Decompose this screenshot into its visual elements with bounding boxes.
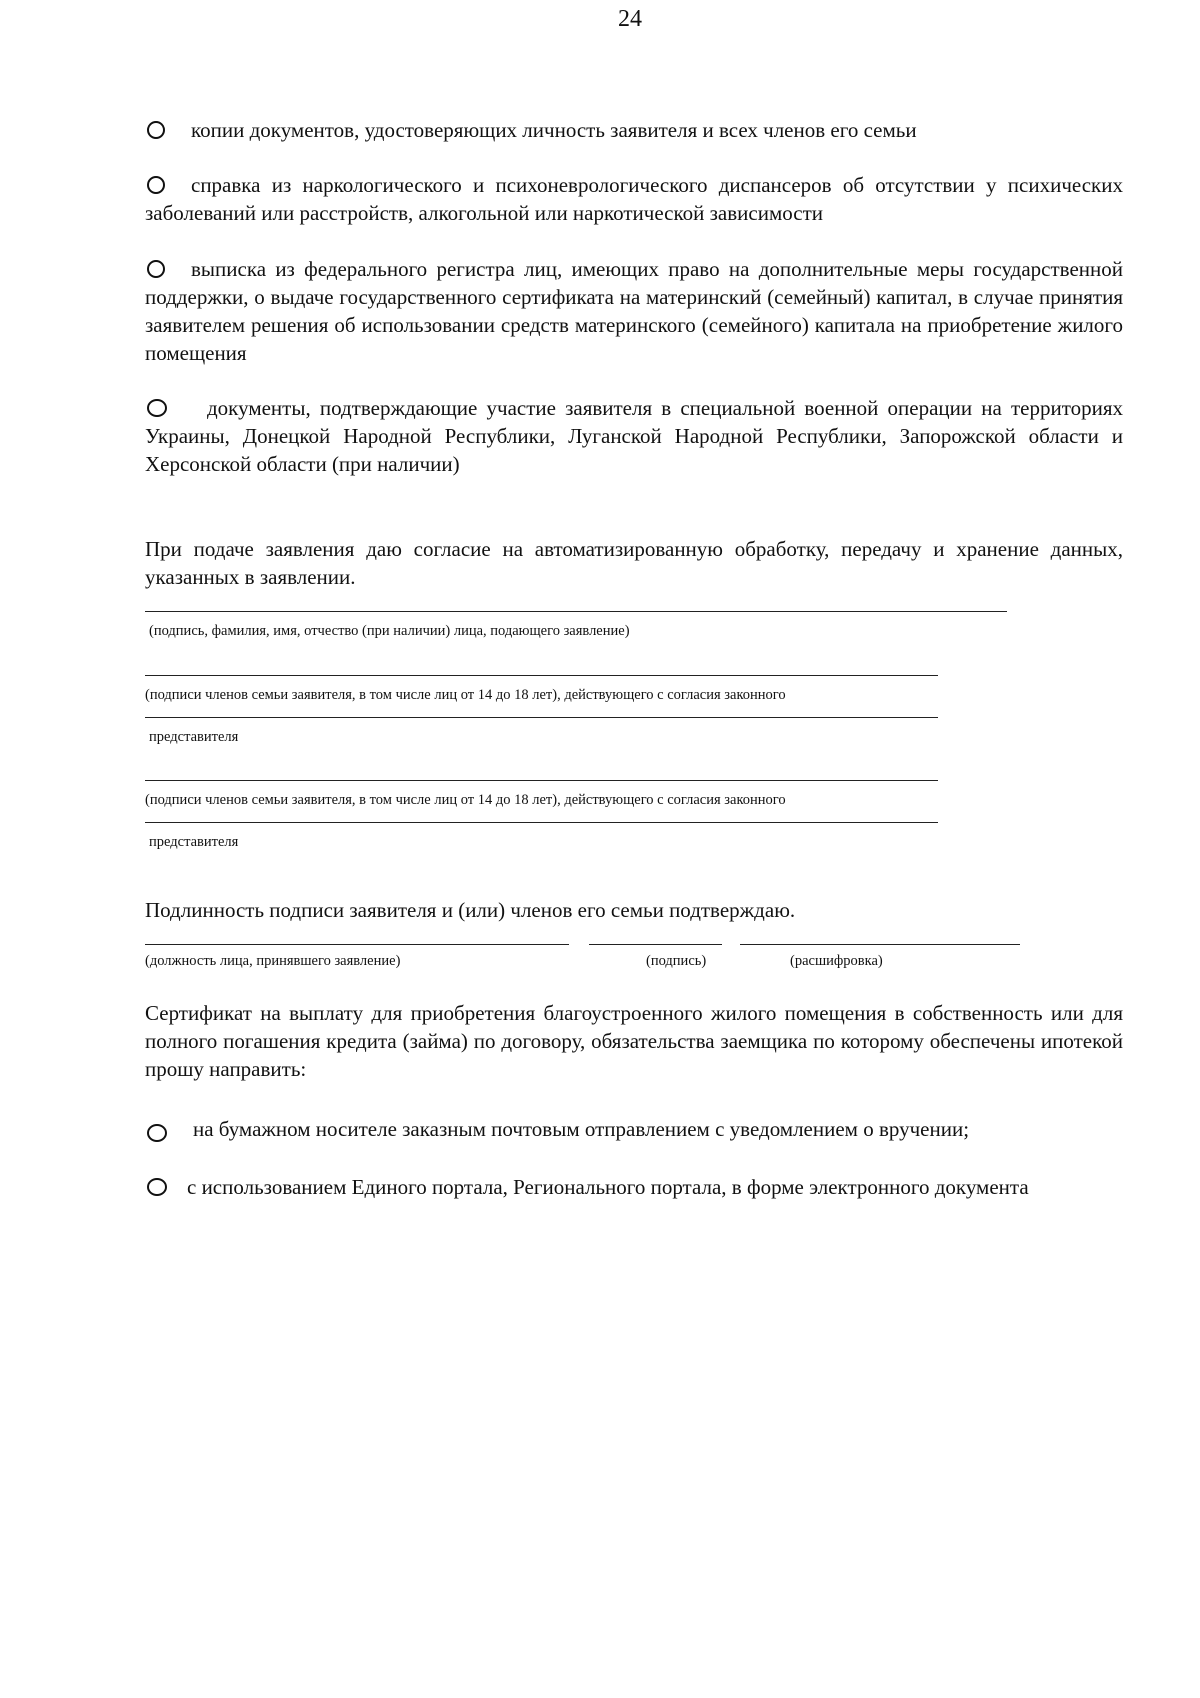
- document-item-label: справка из наркологического и психоневрологического диспансеров об отсутствии у психических заболеваний или расстройств, алкогольной или наркотической зависимости: [145, 173, 1123, 225]
- document-item-label: документы, подтверждающие участие заявителя в специальной военной операции на территориях Украины, Донецкой Народной Республики, Луганской Народной Республики, Запорожской области и Херсонской области (при наличии): [145, 396, 1123, 476]
- delivery-option-label: на бумажном носителе заказным почтовым отправлением с уведомлением о вручении;: [193, 1117, 970, 1141]
- authenticity-text: Подлинность подписи заявителя и (или) членов его семьи подтверждаю.: [145, 898, 796, 922]
- consent-text: При подаче заявления даю согласие на автоматизированную обработку, передачу и хранение данных, указанных в заявлении.: [145, 537, 1123, 589]
- decoding-line[interactable]: [740, 944, 1020, 945]
- family-signature-caption: (подписи членов семьи заявителя, в том числе лиц от 14 до 18 лет), действующего с согласия законного: [145, 687, 786, 703]
- document-item-identity[interactable]: [145, 116, 1123, 144]
- document-item-label: выписка из федерального регистра лиц, имеющих право на дополнительные меры государственной поддержки, о выдаче государственного сертификата на материнский (семейный) капитал, в случае принятия заявителем решения об использовании средств материнского (семейного) капитала на приобретение жилого помещения: [145, 257, 1123, 365]
- decoding-caption: (расшифровка): [790, 953, 883, 969]
- delivery-option-paper[interactable]: [145, 1115, 1123, 1143]
- document-item-medical[interactable]: [145, 171, 1123, 227]
- position-line[interactable]: [145, 944, 569, 945]
- delivery-option-portal[interactable]: [145, 1173, 1123, 1201]
- family-signature-line[interactable]: [145, 675, 938, 676]
- radio-circle-icon[interactable]: [147, 121, 165, 139]
- family-signature-continuation: представителя: [149, 834, 239, 850]
- family-signature-line-2[interactable]: [145, 717, 938, 718]
- document-item-maternity-capital[interactable]: [145, 255, 1123, 367]
- certificate-text: Сертификат на выплату для приобретения благоустроенного жилого помещения в собственность или для полного погашения кредита (займа) по договору, обязательства заемщика по которому обеспечены ипотекой прошу направить:: [145, 1001, 1123, 1081]
- radio-circle-icon[interactable]: [147, 1178, 167, 1196]
- family-signature-continuation: представителя: [149, 729, 239, 745]
- position-caption: (должность лица, принявшего заявление): [145, 953, 401, 969]
- signature-line[interactable]: [589, 944, 722, 945]
- radio-circle-icon[interactable]: [147, 399, 167, 417]
- family-signature-caption: (подписи членов семьи заявителя, в том числе лиц от 14 до 18 лет), действующего с согласия законного: [145, 792, 786, 808]
- document-item-label: копии документов, удостоверяющих личность заявителя и всех членов его семьи: [191, 118, 917, 142]
- delivery-option-label: с использованием Единого портала, Регионального портала, в форме электронного документа: [187, 1175, 1029, 1199]
- family-signature-line[interactable]: [145, 780, 938, 781]
- page-number: 24: [618, 6, 642, 32]
- radio-circle-icon[interactable]: [147, 260, 165, 278]
- radio-circle-icon[interactable]: [147, 1124, 167, 1142]
- signature-caption: (подпись): [646, 953, 707, 969]
- applicant-signature-caption: (подпись, фамилия, имя, отчество (при наличии) лица, подающего заявление): [149, 623, 630, 639]
- family-signature-line-2[interactable]: [145, 822, 938, 823]
- document-item-military[interactable]: [145, 394, 1123, 478]
- applicant-signature-line[interactable]: [145, 611, 1007, 612]
- radio-circle-icon[interactable]: [147, 176, 165, 194]
